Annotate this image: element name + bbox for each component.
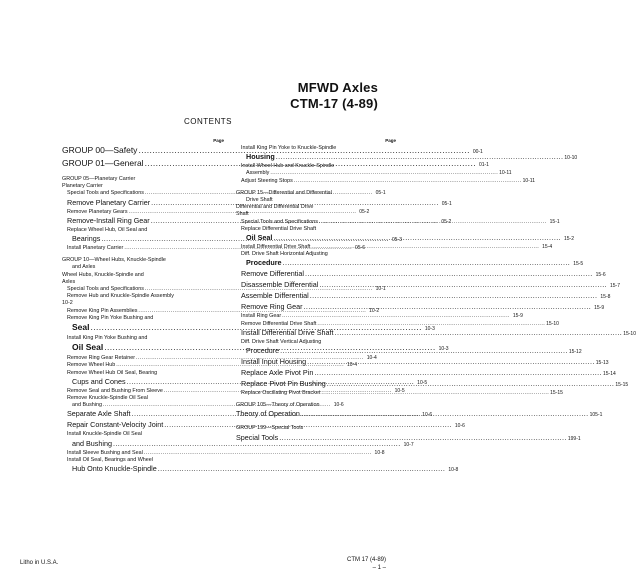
toc-entry-page: 10-8 <box>374 449 385 456</box>
toc-entry-title: Wheel Hubs, Knuckle-Spindle and <box>62 271 144 278</box>
toc-entry-page: 10-5 <box>394 387 405 394</box>
toc-entry[interactable] <box>236 163 396 170</box>
toc-entry[interactable] <box>236 302 605 313</box>
toc-entry-page: 15-4 <box>542 244 553 251</box>
toc-entry-title: Drive Shaft <box>246 197 273 204</box>
toc-entry[interactable] <box>62 227 224 234</box>
toc-entry-title: Assembly <box>246 170 270 177</box>
toc-entry-title: Install King Pin Yoke to Knuckle-Spindle <box>241 145 337 151</box>
toc-entry-page: 10-3 <box>438 346 449 353</box>
toc-entry-page: 05-1 <box>441 200 452 207</box>
toc-entry-page: 01-1 <box>478 162 489 168</box>
toc-entry-title: GROUP 00—Safety <box>62 145 138 155</box>
dot-leader <box>158 464 446 473</box>
toc-entry-page: 10-5 <box>417 379 428 386</box>
toc-entry[interactable] <box>236 280 621 291</box>
toc-entry-page: 10-8 <box>448 467 459 474</box>
toc-entry[interactable] <box>236 204 396 211</box>
footer-page-info <box>347 556 386 572</box>
dot-leader <box>304 302 592 311</box>
dot-leader <box>314 368 602 377</box>
toc-entry-page: 10-7 <box>403 441 414 448</box>
toc-entry[interactable] <box>62 335 224 342</box>
toc-entry[interactable] <box>62 457 224 464</box>
toc-entry[interactable] <box>236 251 396 258</box>
toc-entry-title: Remove Planetary Gears <box>67 208 128 215</box>
dot-leader <box>276 152 564 161</box>
toc-entry-page: 00-1 <box>472 149 483 155</box>
toc-entry[interactable] <box>236 177 535 185</box>
toc-entry-page: 15-9 <box>512 313 523 320</box>
toc-entry-title: Special Tools and Specifications <box>67 286 144 293</box>
toc-entry-title: GROUP 105—Theory of Operation <box>236 402 320 409</box>
toc-entry[interactable] <box>62 431 224 438</box>
toc-entry-title: Procedure <box>246 258 282 268</box>
footer-manual-code: CTM 17 (4-89) <box>346 557 386 563</box>
dot-leader <box>307 357 595 366</box>
toc-entry-page: 05-1 <box>375 190 386 197</box>
toc-entry-page: 10-10 <box>564 155 578 162</box>
dot-leader <box>305 269 593 278</box>
toc-entry-title: GROUP 05—Planetary Carrier <box>62 176 136 182</box>
toc-entry-page: 05-2 <box>441 218 452 225</box>
toc-entry[interactable] <box>62 300 224 307</box>
toc-entry-title: Special Tools <box>236 432 279 442</box>
dot-leader <box>279 433 567 442</box>
dot-leader <box>282 313 510 320</box>
dot-leader <box>311 244 539 251</box>
toc-entry-title: Replace Axle Pivot Pin <box>241 368 314 378</box>
toc-entry-title: Remove Wheel Hub Oil Seal, Bearing <box>67 369 158 376</box>
toc-entry-page: 15-9 <box>594 305 605 312</box>
toc-entry-title: Axles <box>62 278 76 285</box>
toc-entry-title: Diff. Drive Shaft Vertical Adjusting <box>241 338 322 345</box>
toc-entry[interactable] <box>236 269 606 280</box>
toc-entry-title: Install Planetary Carrier <box>67 245 124 252</box>
toc-entry-title: Special Tools and Specifications <box>241 218 318 225</box>
toc-entry-title: Planetary Carrier <box>62 183 103 190</box>
toc-entry-title: Procedure <box>246 346 280 356</box>
toc-entry-title: GROUP 10—Wheel Hubs, Knuckle-Spindle <box>62 257 166 264</box>
toc-entry-page: 10-6 <box>422 412 433 419</box>
toc-entry[interactable] <box>62 176 224 183</box>
toc-entry-title: Housing <box>246 152 275 162</box>
toc-entry-title: GROUP 01—General <box>62 158 144 168</box>
toc-entry-page: 10-6 <box>333 402 344 409</box>
toc-entry[interactable] <box>62 257 224 264</box>
toc-entry-title: Install Sleeve Bushing and Seal <box>67 449 143 456</box>
toc-entry-title: Install Knuckle-Spindle Oil Seal <box>67 431 142 438</box>
manual-title: MFWD Axles <box>297 80 378 95</box>
toc-entry-page: 15-12 <box>568 349 582 356</box>
toc-entry-title: Install Wheel Hub and Knuckle-Spindle <box>241 163 335 170</box>
toc-entry-title: 10-2 <box>62 300 73 307</box>
toc-entry-title: GROUP 15—Differential and Differential <box>236 189 332 196</box>
toc-entry-title: Install Ring Gear <box>241 313 282 320</box>
contents-heading: CONTENTS <box>184 117 232 126</box>
toc-entry-title: Assemble Differential <box>241 291 309 301</box>
toc-entry-page: 199-1 <box>567 435 581 442</box>
toc-entry-title: Oil Seal <box>72 342 104 353</box>
toc-entry[interactable] <box>236 197 396 204</box>
toc-entry-title: Remove Differential Drive Shaft <box>241 320 317 327</box>
toc-entry[interactable] <box>236 244 553 251</box>
toc-entry-title: GROUP 199—Special Tools <box>236 425 304 432</box>
toc-entry[interactable] <box>62 293 224 300</box>
dot-leader <box>144 450 372 457</box>
toc-entry-title: Remove-Install Ring Gear <box>67 215 150 225</box>
toc-entry-page: 10-11 <box>522 177 535 184</box>
dot-leader <box>335 328 623 337</box>
toc-entry-page: 05-6 <box>355 245 366 252</box>
toc-entry[interactable] <box>236 425 396 432</box>
toc-entry[interactable] <box>236 170 512 177</box>
toc-entry-title: Separate Axle Shaft <box>67 409 131 419</box>
document-header <box>290 80 378 112</box>
toc-entry-page: 15-1 <box>549 218 560 225</box>
toc-entry-page: 15-5 <box>573 261 584 268</box>
toc-entry[interactable] <box>236 339 396 346</box>
page-column-header: Page <box>213 138 224 143</box>
toc-entry-page: 10-4 <box>366 355 377 362</box>
toc-entry-title: Install Input Housing <box>241 357 307 367</box>
toc-entry-page: 15-15 <box>615 382 629 389</box>
toc-entry-title: Remove Planetary Carrier <box>67 197 151 207</box>
toc-entry-title: Remove King Pin Assemblies <box>67 307 138 314</box>
toc-entry[interactable] <box>62 183 224 190</box>
toc-entry[interactable] <box>62 464 459 475</box>
toc-entry-title: Special Tools and Specifications <box>67 190 144 197</box>
toc-entry[interactable] <box>236 320 559 328</box>
toc-entry[interactable] <box>236 190 396 197</box>
toc-entry-title: Hub Onto Knuckle-Spindle <box>72 464 157 474</box>
toc-entry-title: Adjust Steering Stops <box>241 177 293 184</box>
toc-entry[interactable] <box>62 438 414 450</box>
toc-entry-title: and Bushing <box>72 402 102 409</box>
toc-entry[interactable] <box>62 279 224 286</box>
dot-leader <box>301 409 589 418</box>
toc-entry-title: Install King Pin Yoke Bushing and <box>67 335 148 342</box>
dot-leader <box>280 346 568 355</box>
toc-entry-title: Differential and Differential Drive <box>236 204 314 211</box>
toc-entry-page: 15-14 <box>602 371 616 378</box>
toc-entry-title: Replace Differential Drive Shaft <box>241 225 317 232</box>
dot-leader <box>294 178 522 185</box>
toc-entry-title: Remove Wheel Hub <box>67 362 116 369</box>
toc-entry-title: Install Differential Drive Shaft <box>241 244 311 251</box>
footer-page-number: – 1 – <box>372 565 386 571</box>
toc-entry[interactable] <box>236 313 523 320</box>
toc-entry-title: Remove Ring Gear <box>241 302 303 312</box>
toc-entry[interactable] <box>62 370 224 377</box>
dot-leader <box>283 258 571 267</box>
toc-entry-page: 10-6 <box>454 423 465 430</box>
toc-entry[interactable] <box>62 264 224 271</box>
toc-entry[interactable] <box>62 395 224 402</box>
toc-entry-page: 15-10 <box>546 320 559 327</box>
toc-entry[interactable] <box>62 315 224 322</box>
toc-entry[interactable] <box>236 208 396 218</box>
toc-entry-title: Shaft <box>236 211 249 218</box>
toc-entry-page: 10-3 <box>424 326 435 333</box>
toc-entry-title: and Bushing <box>72 438 112 448</box>
dot-leader <box>327 379 615 388</box>
toc-entry-page: 10-1 <box>375 286 386 293</box>
dot-leader <box>273 233 561 242</box>
toc-entry-title: Replace Wheel Hub, Oil Seal and <box>67 226 148 233</box>
toc-entry[interactable] <box>62 449 385 457</box>
dot-leader <box>317 321 545 328</box>
toc-entry-title: Repair Constant-Velocity Joint <box>67 420 164 430</box>
toc-entry-page: 15-7 <box>610 283 621 290</box>
footer-litho: Litho in U.S.A. <box>20 560 59 566</box>
toc-entry-page: 10-11 <box>499 170 512 177</box>
toc-entry-title: Remove Seal and Bushing From Sleeve <box>67 387 163 394</box>
toc-entry-title: Bearings <box>72 234 101 244</box>
toc-entry[interactable] <box>236 145 396 152</box>
toc-entry-title: Theory of Operation <box>236 409 300 419</box>
toc-entry[interactable] <box>236 402 396 409</box>
toc-entry-title: Install Differential Drive Shaft <box>241 327 334 337</box>
toc-entry-title: Replace Oscillating Pivot Bracket <box>241 390 321 397</box>
toc-entry-page: 15-8 <box>600 294 611 301</box>
dot-leader <box>310 291 598 300</box>
page-column-header: Page <box>385 138 396 143</box>
toc-entry-page: 10-2 <box>369 307 380 314</box>
toc-entry[interactable] <box>236 432 581 444</box>
toc-entry-title: and Axles <box>72 264 96 271</box>
toc-entry-page: 05-3 <box>392 237 403 244</box>
toc-entry-title: Remove Knuckle-Spindle Oil Seal <box>67 395 148 402</box>
dot-leader <box>319 219 547 226</box>
toc-entry-page: 10-4 <box>346 362 357 369</box>
toc-entry-title: Oil Seal <box>246 233 273 243</box>
toc-entry-title: Disassemble Differential <box>241 280 319 290</box>
toc-entry-title: Diff. Drive Shaft Horizontal Adjusting <box>241 251 328 258</box>
toc-entry-title: Remove Differential <box>241 269 304 279</box>
toc-entry-page: 15-13 <box>595 360 609 367</box>
toc-entry-page: 05-2 <box>359 208 370 215</box>
toc-entry[interactable] <box>236 226 396 233</box>
toc-entry-title: Cups and Cones <box>72 376 126 386</box>
toc-entry-page: 105-1 <box>589 412 603 419</box>
toc-entry-page: 15-10 <box>623 330 636 337</box>
toc-entry-page: 15-6 <box>595 272 606 279</box>
dot-leader <box>319 280 607 289</box>
toc-entry-title: Remove Hub and Knuckle-Spindle Assembly <box>67 293 174 300</box>
dot-leader <box>321 387 549 397</box>
toc-entry-title: Remove King Pin Yoke Bushing and <box>67 314 154 321</box>
manual-code: CTM-17 (4-89) <box>290 96 378 111</box>
toc-entry-page: 15-15 <box>550 390 563 397</box>
toc-entry-title: Replace Pivot Pin Bushing <box>241 379 326 389</box>
dot-leader <box>270 170 498 177</box>
toc-entry[interactable] <box>62 272 224 279</box>
toc-entry[interactable] <box>236 291 611 302</box>
toc-entry-title: Install Oil Seal, Bearings and Wheel <box>67 456 153 463</box>
toc-entry[interactable] <box>62 286 386 293</box>
toc-entry[interactable] <box>236 357 609 368</box>
toc-entry-title: Seal <box>72 322 90 333</box>
toc-entry[interactable] <box>236 368 616 379</box>
toc-entry-page: 15-2 <box>564 236 575 243</box>
toc-entry-title: Remove Ring Gear Retainer <box>67 355 136 362</box>
toc-entry[interactable] <box>236 258 584 269</box>
